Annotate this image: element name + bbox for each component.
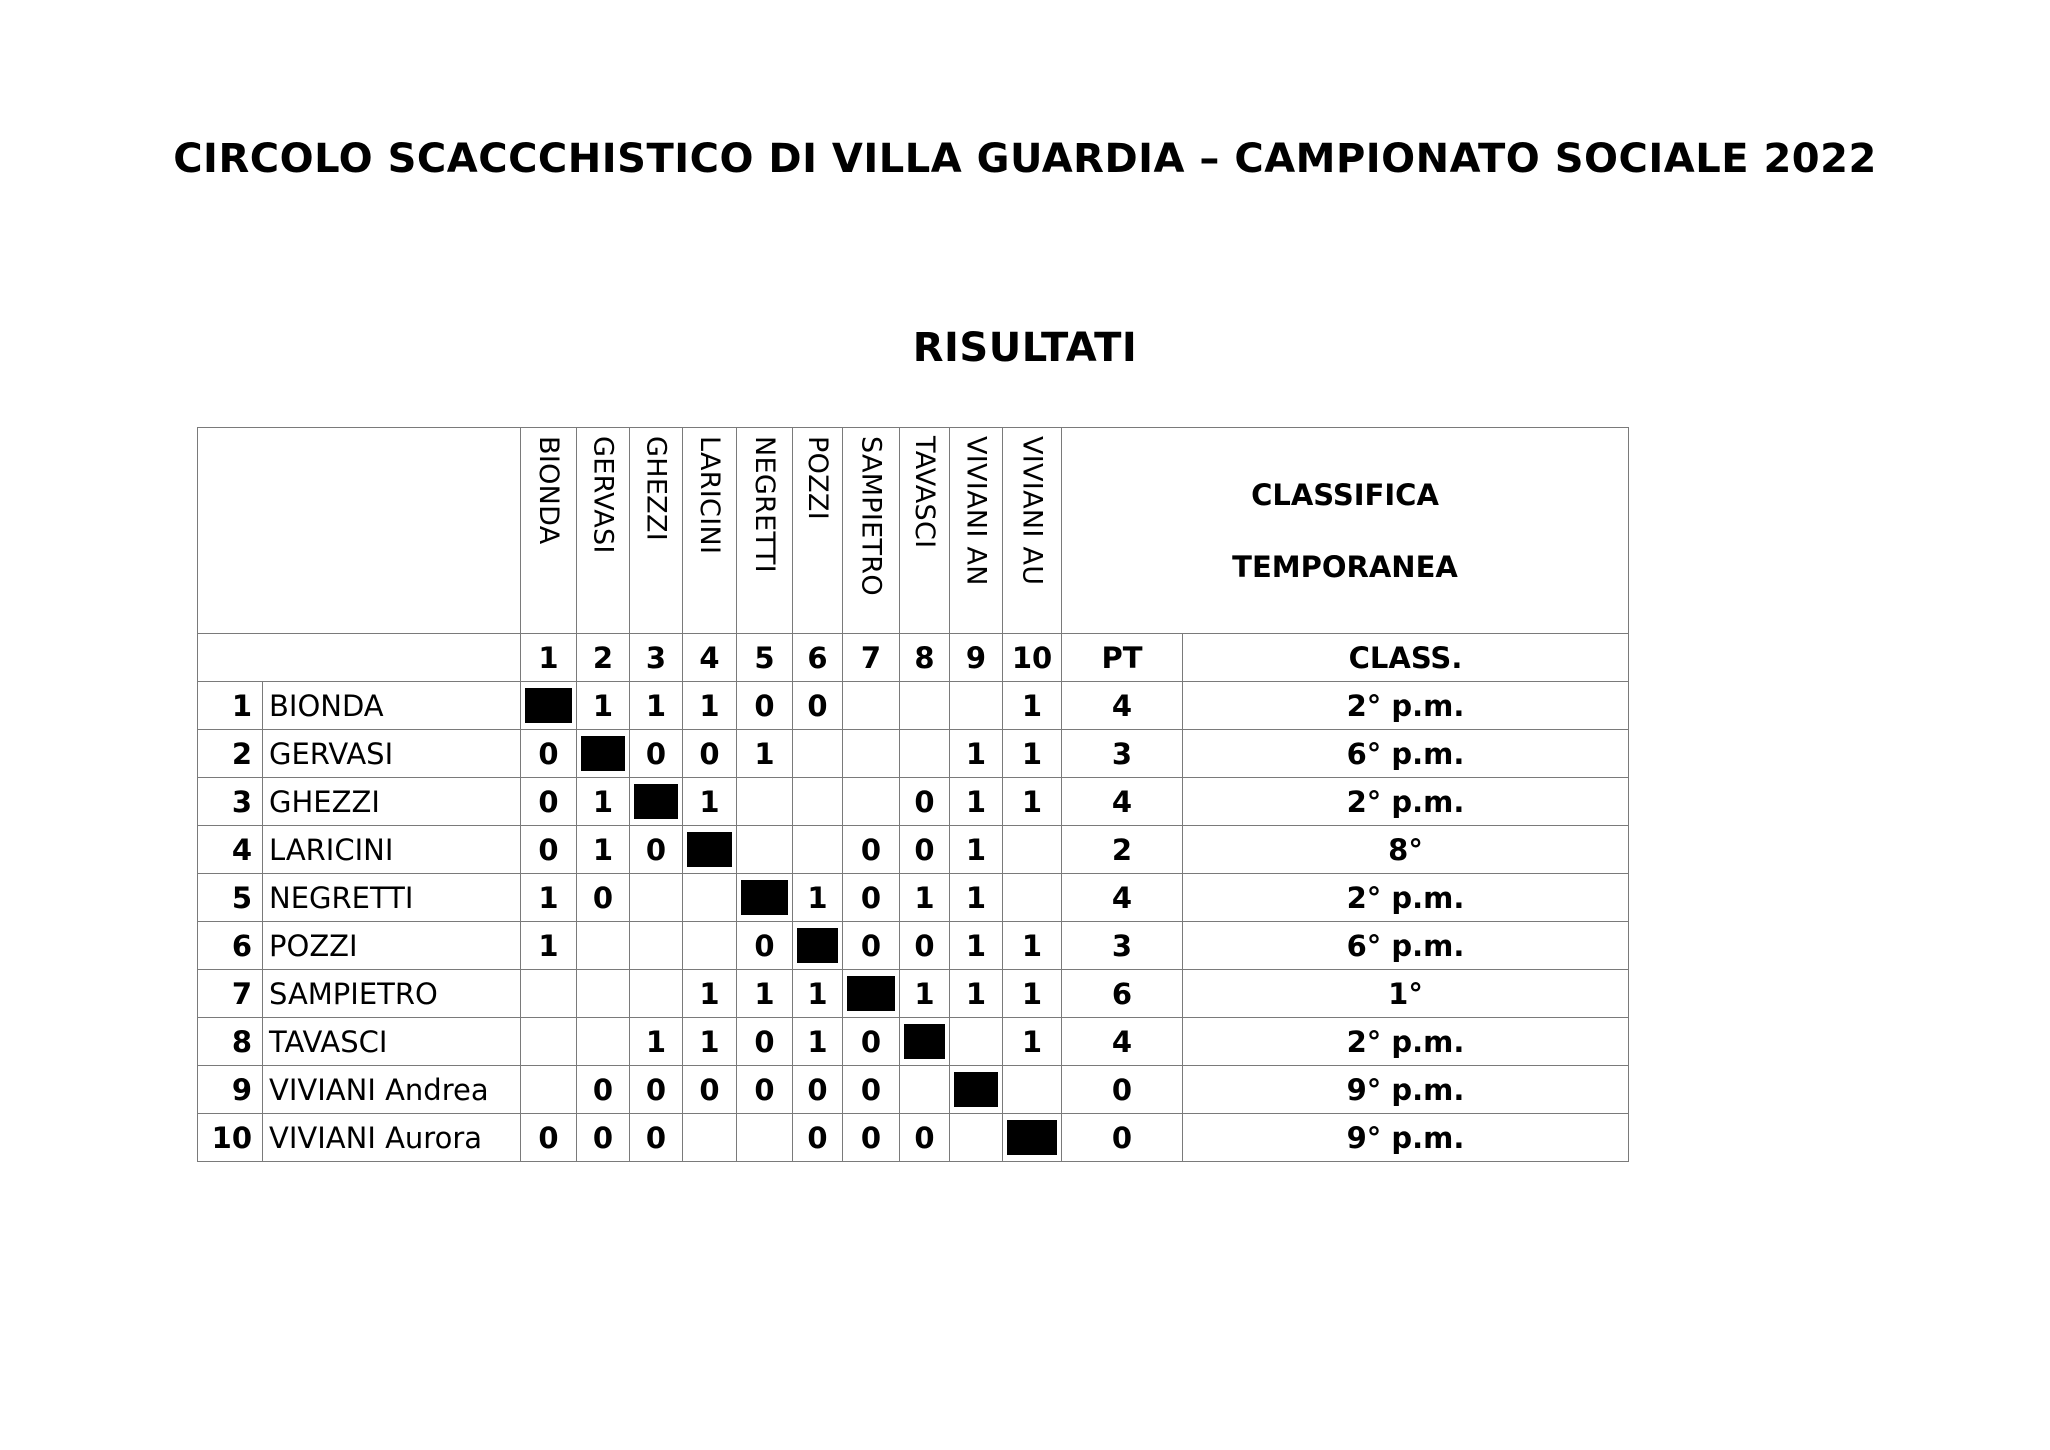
result-cell: 0	[521, 778, 577, 826]
result-cell: 0	[577, 1066, 630, 1114]
result-cell	[793, 730, 843, 778]
results-table	[197, 427, 1629, 1162]
result-cell: 0	[843, 1114, 900, 1162]
result-cell: 0	[630, 1114, 683, 1162]
col-header-player-7: SAMPIETRO	[843, 428, 900, 634]
col-number: 6	[793, 634, 843, 682]
diagonal-block	[521, 682, 577, 730]
table-row	[198, 922, 1629, 970]
table-row	[198, 826, 1629, 874]
classification-cell: 2° p.m.	[1183, 778, 1629, 826]
points-cell: 0	[1062, 1066, 1183, 1114]
black-square	[847, 976, 895, 1011]
points-cell: 6	[1062, 970, 1183, 1018]
col-number: 10	[1003, 634, 1062, 682]
classification-cell: 9° p.m.	[1183, 1114, 1629, 1162]
result-cell	[900, 730, 950, 778]
row-number: 2	[198, 730, 263, 778]
result-cell: 1	[577, 778, 630, 826]
result-cell: 1	[793, 874, 843, 922]
table-row	[198, 874, 1629, 922]
result-cell	[950, 1114, 1003, 1162]
points-cell: 2	[1062, 826, 1183, 874]
diagonal-block	[793, 922, 843, 970]
row-number: 5	[198, 874, 263, 922]
player-name: BIONDA	[263, 682, 521, 730]
result-cell	[683, 874, 737, 922]
result-cell: 1	[950, 922, 1003, 970]
row-number: 4	[198, 826, 263, 874]
result-cell: 0	[843, 1018, 900, 1066]
result-cell: 1	[793, 1018, 843, 1066]
results-body	[198, 682, 1629, 1162]
section-title: RISULTATI	[912, 325, 1138, 371]
result-cell	[793, 778, 843, 826]
col-header-player-5: NEGRETTI	[737, 428, 793, 634]
result-cell: 1	[950, 874, 1003, 922]
result-cell: 0	[630, 730, 683, 778]
result-cell: 0	[843, 874, 900, 922]
result-cell: 0	[843, 1066, 900, 1114]
diagonal-block	[737, 874, 793, 922]
result-cell	[521, 1018, 577, 1066]
diagonal-block	[577, 730, 630, 778]
result-cell	[950, 682, 1003, 730]
result-cell	[630, 874, 683, 922]
col-header-player-1: BIONDA	[521, 428, 577, 634]
result-cell: 0	[630, 826, 683, 874]
classification-cell: 6° p.m.	[1183, 922, 1629, 970]
black-square	[797, 928, 838, 963]
result-cell: 1	[1003, 730, 1062, 778]
result-cell	[1003, 826, 1062, 874]
col-number: 9	[950, 634, 1003, 682]
result-cell	[630, 922, 683, 970]
classification-cell: 2° p.m.	[1183, 682, 1629, 730]
result-cell	[737, 778, 793, 826]
col-number: 7	[843, 634, 900, 682]
diagonal-block	[950, 1066, 1003, 1114]
result-cell: 0	[521, 1114, 577, 1162]
result-cell	[683, 922, 737, 970]
result-cell: 0	[737, 682, 793, 730]
diagonal-block	[630, 778, 683, 826]
diagonal-block	[683, 826, 737, 874]
col-number: 5	[737, 634, 793, 682]
points-cell: 0	[1062, 1114, 1183, 1162]
result-cell: 0	[737, 922, 793, 970]
col-header-player-2: GERVASI	[577, 428, 630, 634]
row-number: 1	[198, 682, 263, 730]
player-name: LARICINI	[263, 826, 521, 874]
result-cell	[577, 970, 630, 1018]
header-corner-lower	[198, 634, 521, 682]
result-cell	[521, 970, 577, 1018]
result-cell: 1	[950, 826, 1003, 874]
diagonal-block	[843, 970, 900, 1018]
pt-header: PT	[1062, 634, 1183, 682]
result-cell	[950, 1018, 1003, 1066]
row-number: 10	[198, 1114, 263, 1162]
result-cell: 1	[793, 970, 843, 1018]
result-cell: 1	[737, 970, 793, 1018]
header-corner	[198, 428, 521, 634]
classification-cell: 6° p.m.	[1183, 730, 1629, 778]
result-cell: 0	[577, 1114, 630, 1162]
header-row-names	[198, 428, 1629, 634]
result-cell: 1	[1003, 970, 1062, 1018]
result-cell: 0	[683, 730, 737, 778]
classification-cell: 9° p.m.	[1183, 1066, 1629, 1114]
class-header: CLASS.	[1183, 634, 1629, 682]
result-cell: 1	[683, 1018, 737, 1066]
result-cell: 1	[630, 1018, 683, 1066]
result-cell	[683, 1114, 737, 1162]
result-cell: 0	[900, 922, 950, 970]
result-cell: 1	[683, 682, 737, 730]
result-cell: 0	[793, 682, 843, 730]
col-header-player-3: GHEZZI	[630, 428, 683, 634]
points-cell: 4	[1062, 682, 1183, 730]
player-name: NEGRETTI	[263, 874, 521, 922]
table-row	[198, 1114, 1629, 1162]
player-name: SAMPIETRO	[263, 970, 521, 1018]
result-cell: 1	[521, 922, 577, 970]
result-cell: 0	[630, 1066, 683, 1114]
result-cell: 1	[630, 682, 683, 730]
row-number: 6	[198, 922, 263, 970]
col-header-player-6: POZZI	[793, 428, 843, 634]
result-cell: 0	[683, 1066, 737, 1114]
points-cell: 4	[1062, 778, 1183, 826]
classification-cell: 1°	[1183, 970, 1629, 1018]
classification-cell: 2° p.m.	[1183, 874, 1629, 922]
result-cell: 1	[577, 826, 630, 874]
black-square	[904, 1024, 945, 1059]
player-name: POZZI	[263, 922, 521, 970]
black-square	[954, 1072, 998, 1107]
result-cell	[843, 730, 900, 778]
result-cell	[843, 778, 900, 826]
result-cell: 0	[900, 826, 950, 874]
result-cell: 0	[577, 874, 630, 922]
classifica-label: CLASSIFICA	[1251, 477, 1439, 512]
classification-cell: 2° p.m.	[1183, 1018, 1629, 1066]
result-cell: 0	[900, 1114, 950, 1162]
result-cell: 1	[521, 874, 577, 922]
player-name: GHEZZI	[263, 778, 521, 826]
result-cell: 1	[900, 874, 950, 922]
row-number: 7	[198, 970, 263, 1018]
classification-cell: 8°	[1183, 826, 1629, 874]
result-cell: 0	[737, 1018, 793, 1066]
black-square	[525, 688, 572, 723]
black-square	[687, 832, 732, 867]
table-row	[198, 970, 1629, 1018]
result-cell	[900, 682, 950, 730]
result-cell: 1	[683, 970, 737, 1018]
row-number: 3	[198, 778, 263, 826]
result-cell	[1003, 1066, 1062, 1114]
black-square	[1007, 1120, 1057, 1155]
result-cell	[1003, 874, 1062, 922]
diagonal-block	[1003, 1114, 1062, 1162]
result-cell: 1	[577, 682, 630, 730]
col-number: 3	[630, 634, 683, 682]
result-cell	[793, 826, 843, 874]
result-cell	[737, 1114, 793, 1162]
result-cell: 1	[1003, 778, 1062, 826]
result-cell	[521, 1066, 577, 1114]
result-cell: 0	[793, 1114, 843, 1162]
result-cell	[843, 682, 900, 730]
result-cell	[577, 922, 630, 970]
player-name: GERVASI	[263, 730, 521, 778]
row-number: 9	[198, 1066, 263, 1114]
table-row	[198, 1018, 1629, 1066]
col-header-player-4: LARICINI	[683, 428, 737, 634]
table-row	[198, 778, 1629, 826]
table-row	[198, 730, 1629, 778]
temporanea-label: TEMPORANEA	[1232, 549, 1458, 584]
points-cell: 3	[1062, 730, 1183, 778]
document-title: CIRCOLO SCACCCHISTICO DI VILLA GUARDIA – CAMPIONATO SOCIALE 2022	[173, 136, 1877, 182]
result-cell: 1	[950, 778, 1003, 826]
result-cell: 0	[737, 1066, 793, 1114]
player-name: VIVIANI Aurora	[263, 1114, 521, 1162]
result-cell: 0	[521, 826, 577, 874]
result-cell: 1	[950, 730, 1003, 778]
black-square	[741, 880, 788, 915]
black-square	[581, 736, 625, 771]
col-number: 4	[683, 634, 737, 682]
col-header-player-10: VIVIANI AU	[1003, 428, 1062, 634]
black-square	[634, 784, 678, 819]
col-header-player-8: TAVASCI	[900, 428, 950, 634]
header-row-numbers	[198, 634, 1629, 682]
result-cell: 0	[521, 730, 577, 778]
classifica-header	[1062, 428, 1629, 634]
row-number: 8	[198, 1018, 263, 1066]
points-cell: 4	[1062, 1018, 1183, 1066]
diagonal-block	[900, 1018, 950, 1066]
table-row	[198, 1066, 1629, 1114]
result-cell: 1	[1003, 682, 1062, 730]
result-cell	[737, 826, 793, 874]
result-cell: 0	[900, 778, 950, 826]
result-cell: 1	[900, 970, 950, 1018]
result-cell: 0	[793, 1066, 843, 1114]
col-number: 2	[577, 634, 630, 682]
result-cell: 1	[950, 970, 1003, 1018]
points-cell: 4	[1062, 874, 1183, 922]
result-cell: 1	[683, 778, 737, 826]
result-cell: 1	[1003, 922, 1062, 970]
result-cell	[577, 1018, 630, 1066]
result-cell: 0	[843, 922, 900, 970]
col-number: 8	[900, 634, 950, 682]
player-name: TAVASCI	[263, 1018, 521, 1066]
col-header-player-9: VIVIANI AN	[950, 428, 1003, 634]
player-name: VIVIANI Andrea	[263, 1066, 521, 1114]
result-cell	[900, 1066, 950, 1114]
result-cell: 0	[843, 826, 900, 874]
col-number: 1	[521, 634, 577, 682]
table-row	[198, 682, 1629, 730]
points-cell: 3	[1062, 922, 1183, 970]
result-cell: 1	[737, 730, 793, 778]
result-cell	[630, 970, 683, 1018]
result-cell: 1	[1003, 1018, 1062, 1066]
